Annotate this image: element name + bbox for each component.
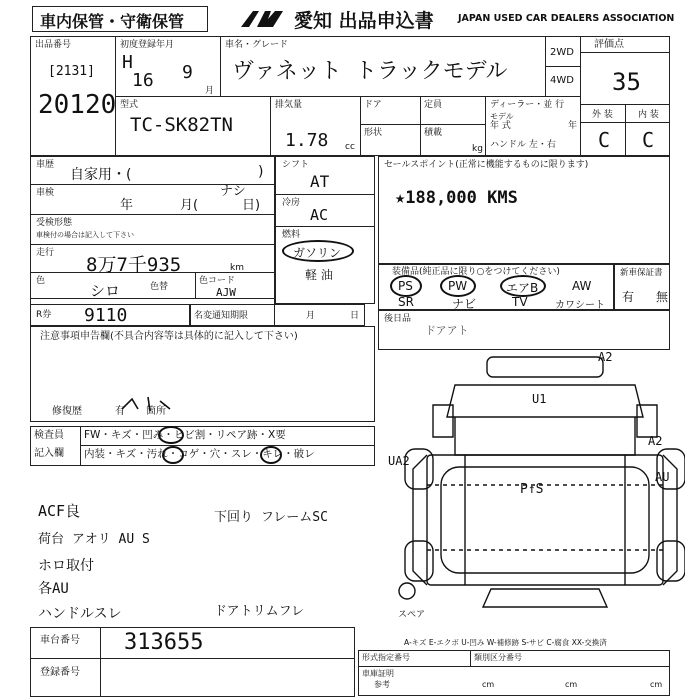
cooler-label: 冷房 [282, 198, 301, 208]
displacement-label: 排気量 [275, 100, 303, 110]
damage-legend: A-キズ E-エクボ U-凹み W-補修跡 S-サビ C-腐食 XX-交換済 [404, 638, 607, 647]
color-code-value: AJW [216, 286, 236, 299]
cert-label-a: 車庫証明 [362, 669, 394, 678]
equip-airbag: エアB [506, 281, 539, 295]
lot-number-label: 出品番号 [35, 40, 72, 50]
registration-month-unit: 月 [205, 86, 215, 96]
4wd-label: 4WD [550, 75, 574, 86]
equip-ps-circle [390, 275, 422, 297]
equip-ps: PS [398, 279, 413, 293]
note-right-2: ドアトリムフレ [214, 604, 305, 619]
storage-label: 車内保管・守衛保管 [40, 12, 185, 31]
equipment-label: 装備品(純正品に限り○をつけてください) [392, 267, 560, 277]
entry-label: 記入欄 [34, 448, 64, 459]
recycle-label: R券 [36, 310, 52, 320]
equip-sr: SR [398, 295, 414, 309]
equip-leather: カワシート [555, 300, 605, 311]
color-value: シロ [90, 282, 121, 300]
name-change-month: 月 [306, 311, 316, 321]
cert-label-b: 参考 [374, 680, 390, 689]
km-unit: km [230, 263, 244, 273]
recycle-fee: 9110 [84, 305, 128, 326]
form-title: 愛知 出品申込書 [294, 10, 434, 32]
notes-scribble [120, 395, 180, 419]
color-change-label: 色替 [150, 282, 169, 292]
chassis-number: 313655 [124, 630, 204, 655]
class-number-label: 類別区分番号 [474, 653, 522, 662]
model-label: 型式 [120, 100, 139, 110]
car-damage-diagram [395, 345, 685, 615]
diagram-tag: P↑S [520, 482, 544, 497]
mileage-value: 8万7千935 [86, 254, 182, 276]
length-unit-3: cm [650, 680, 663, 689]
reception-label: 受検形態 [36, 218, 73, 228]
damage-mark-au: AU [655, 470, 670, 484]
displacement-value: 1.78 [285, 130, 329, 151]
shaken-month-unit: 月( [180, 198, 199, 213]
load-label: 積載 [424, 128, 443, 138]
equip-aw: AW [572, 279, 592, 293]
damage-mark-a2-top: A2 [598, 350, 613, 364]
equip-pw: PW [448, 279, 468, 293]
mileage-label: 走行 [36, 248, 55, 258]
registration-number-label: 登録番号 [40, 667, 80, 678]
stain-circle [162, 446, 184, 464]
shape-label: 形状 [364, 128, 383, 138]
history-label: 車歴 [36, 160, 55, 170]
length-unit-2: cm [565, 680, 578, 689]
registration-era: H [122, 52, 133, 73]
note-left-4: 各AU [38, 581, 69, 597]
score-value: 35 [612, 68, 641, 96]
model-code: TC-SK82TN [130, 114, 233, 136]
inspector-label: 検査員 [34, 430, 64, 441]
damage-mark-a2-right: A2 [648, 434, 663, 448]
inspection-row-1: FW・キズ・凹み・ヒビ割・リペア跡・X要 [84, 429, 286, 441]
scuff-circle [260, 446, 282, 464]
history-close: ) [258, 164, 264, 180]
capacity-label: 定員 [424, 100, 443, 110]
cc-unit: cc [345, 142, 355, 152]
score-label: 評価点 [594, 39, 624, 50]
note-right-1: 下回り フレームSC [214, 510, 328, 525]
equip-navi: ナビ [452, 297, 477, 311]
exterior-grade: C [598, 128, 611, 152]
equip-airbag-circle [500, 275, 546, 297]
notes-label: 注意事項申告欄(不具合内容等は具体的に記入して下さい) [40, 331, 298, 342]
note-left-1: ACF良 [38, 502, 81, 520]
note-left-5: ハンドルスレ [38, 606, 122, 622]
sales-point-value: ★188,000 KMS [395, 188, 518, 208]
dent-circle [158, 426, 184, 444]
sales-point-block [378, 156, 670, 264]
equip-pw-circle [440, 275, 476, 297]
name-change-label: 名変通知期限 [194, 311, 249, 321]
shift-value: AT [310, 172, 330, 191]
model-year-suffix: 年 [568, 121, 578, 131]
rear-item-block [378, 310, 670, 350]
reception-note: 車検付の場合は記入して下さい [36, 231, 134, 239]
warranty-has: 有 [622, 290, 635, 304]
first-registration-label: 初度登録年月 [120, 40, 175, 50]
shaken-note: ナシ [220, 184, 246, 199]
model-year-label-a: モデル [490, 112, 514, 121]
fuel-gas: ガソリン [293, 246, 342, 260]
damage-mark-u1: U1 [532, 392, 547, 406]
repair-history-label: 修復歴 [52, 406, 82, 417]
interior-grade: C [642, 128, 655, 152]
history-value: 自家用・( [70, 167, 132, 183]
cooler-value: AC [310, 206, 329, 224]
color-code-label: 色コード [199, 276, 236, 286]
damage-mark-ua2: UA2 [388, 454, 410, 468]
fuel-diesel: 軽 油 [305, 268, 333, 282]
registration-month: 9 [182, 62, 193, 83]
shaken-day-unit: 日) [242, 198, 261, 213]
note-left-3: ホロ取付 [38, 558, 94, 574]
registration-year: 16 [132, 70, 154, 91]
association-name: JAPAN USED CAR DEALERS ASSOCIATION [458, 13, 675, 24]
kg-unit: kg [472, 144, 483, 154]
inspection-row-2: 内装・キズ・汚れ・コゲ・穴・スレ・キレ・破レ [84, 448, 315, 460]
note-left-2: 荷台 アオリ AU S [38, 532, 150, 547]
repair-history-place: 箇所 [146, 406, 166, 417]
fuel-label: 燃料 [282, 230, 301, 240]
color-label: 色 [36, 276, 46, 286]
rear-item-note: ドアアト [425, 324, 469, 337]
dealer-line: ディーラー・並 行 [490, 100, 565, 110]
warranty-none: 無 [656, 290, 669, 304]
lot-number: 20120 [38, 90, 117, 120]
shaken-year-unit: 年 [120, 198, 134, 213]
rear-item-label: 後日品 [384, 314, 412, 324]
interior-label: 内 装 [638, 110, 659, 120]
name-change-day: 日 [350, 311, 360, 321]
spare-label: スペア [398, 610, 426, 620]
handle-line: ハンドル 左・右 [490, 140, 556, 150]
shaken-label: 車検 [36, 188, 55, 198]
car-name: ヴァネット トラックモデル [232, 59, 508, 84]
car-name-label: 車名・グレード [225, 40, 289, 50]
warranty-label: 新車保証書 [620, 268, 663, 278]
lot-number-bracket: [2131] [48, 64, 95, 79]
door-label: ドア [364, 100, 382, 110]
sales-point-label: セールスポイント(正常に機能するものに限ります) [384, 160, 589, 170]
form-cert-label: 形式指定番号 [362, 653, 410, 662]
length-unit-1: cm [482, 680, 495, 689]
exterior-label: 外 装 [592, 110, 613, 120]
shift-label: シフト [282, 160, 310, 170]
ju-logo [235, 5, 291, 33]
model-year-label-b: 年 式 [490, 121, 511, 131]
2wd-label: 2WD [550, 47, 574, 58]
equip-tv: TV [512, 295, 528, 309]
repair-history-has: 有 [115, 406, 125, 417]
chassis-number-label: 車台番号 [40, 635, 80, 646]
